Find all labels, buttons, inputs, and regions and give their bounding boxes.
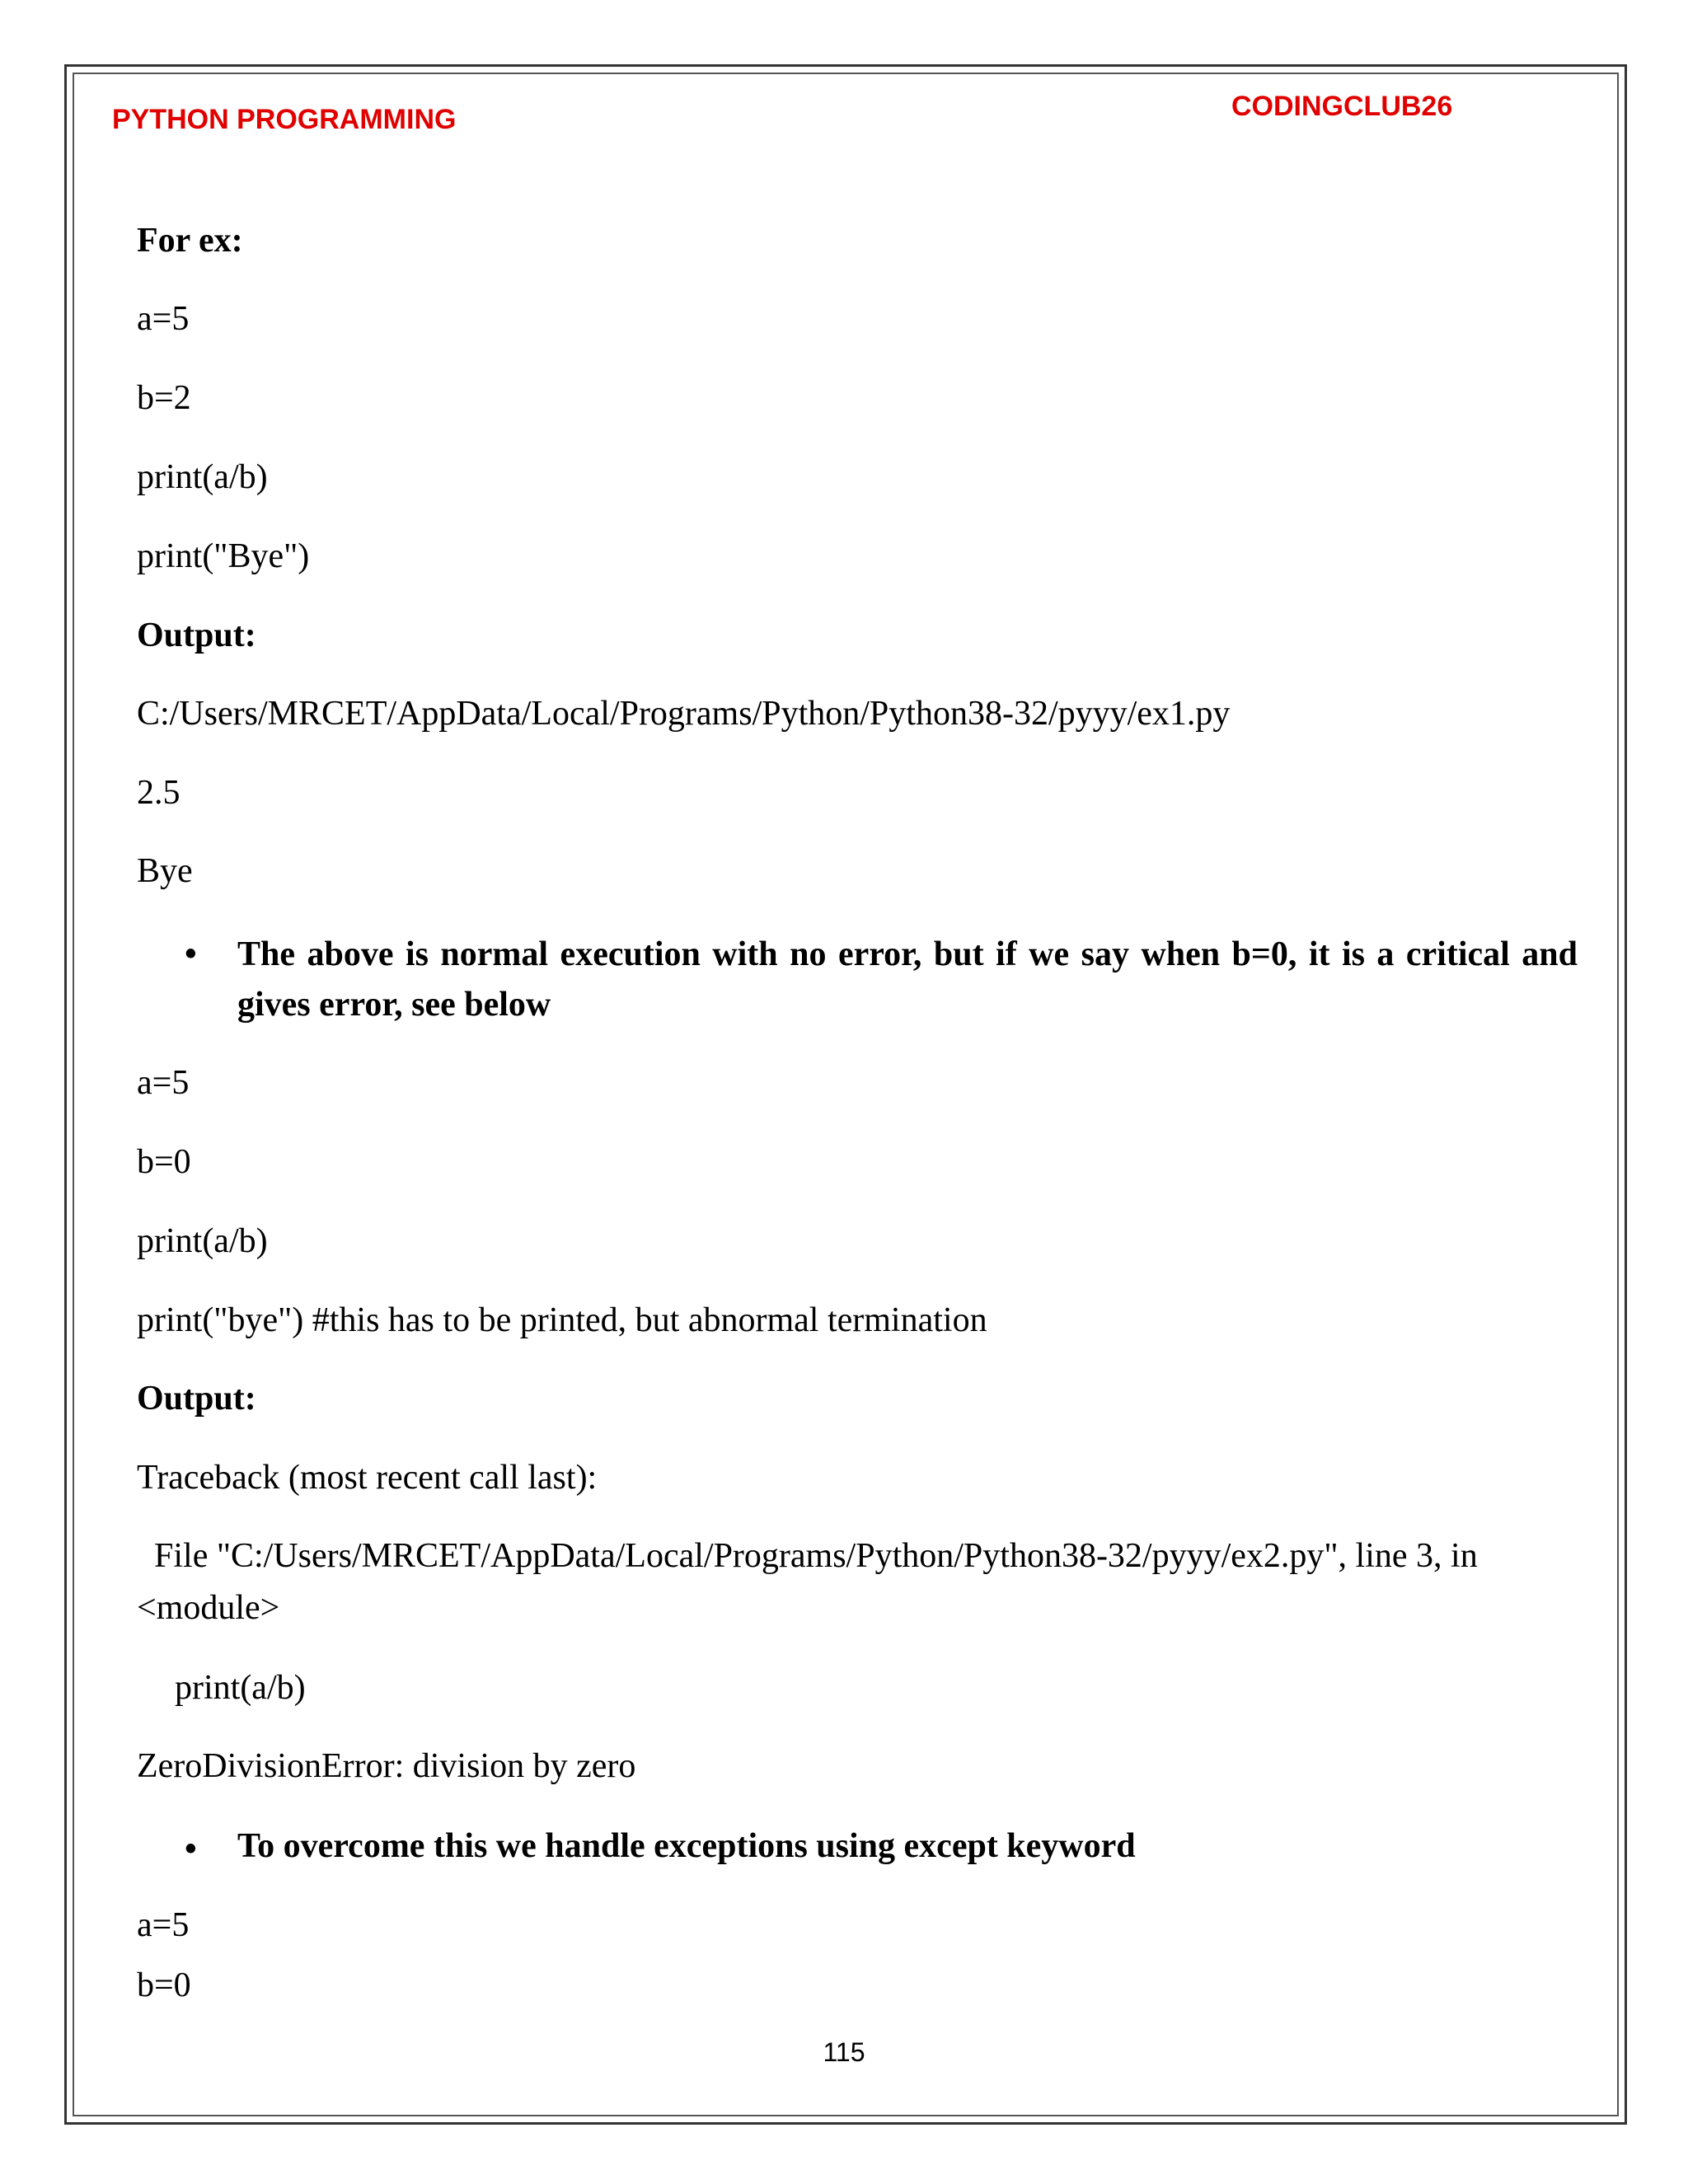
code3-line-1: a=5 [137, 1906, 190, 1944]
code1-line-4: print("Bye") [137, 537, 310, 575]
code2-line-4: print("bye") #this has to be printed, but abnormal termination [137, 1301, 987, 1339]
output-heading-2: Output: [137, 1380, 256, 1418]
code1-line-2: b=2 [137, 379, 191, 417]
output1-line-3: Bye [137, 852, 193, 890]
output1-line-2: 2.5 [137, 774, 181, 812]
page-number: 115 [823, 2037, 865, 2067]
header-left-title: PYTHON PROGRAMMING [112, 104, 457, 135]
output1-line-1: C:/Users/MRCET/AppData/Local/Programs/Python/Python38-32/pyyy/ex1.py [137, 695, 1231, 733]
bullet-1-text: The above is normal execution with no error, but if we say when b=0, it is a critical and gives error, see below [237, 935, 1578, 1024]
code3-line-2: b=0 [137, 1966, 191, 2004]
code2-line-2: b=0 [137, 1143, 191, 1181]
code2-line-1: a=5 [137, 1064, 190, 1102]
traceback-line-1: Traceback (most recent call last): [137, 1459, 598, 1497]
example-heading: For ex: [137, 222, 243, 260]
code1-line-1: a=5 [137, 300, 190, 338]
bullet-2-marker: • [185, 1830, 197, 1868]
code1-line-3: print(a/b) [137, 458, 268, 496]
header-right-title: CODINGCLUB26 [1231, 91, 1453, 122]
bullet-1-marker: • [185, 935, 197, 973]
code2-line-3: print(a/b) [137, 1222, 268, 1260]
traceback-line-3: print(a/b) [175, 1669, 306, 1707]
output-heading-1: Output: [137, 616, 256, 654]
page-border-inner [73, 73, 1619, 2116]
bullet-2-text: To overcome this we handle exceptions using except keyword [237, 1827, 1136, 1865]
traceback-line-2: File "C:/Users/MRCET/AppData/Local/Programs/Python/Python38-32/pyyy/ex2.py", line 3, in <module> [137, 1537, 1487, 1627]
traceback-line-4: ZeroDivisionError: division by zero [137, 1747, 636, 1785]
